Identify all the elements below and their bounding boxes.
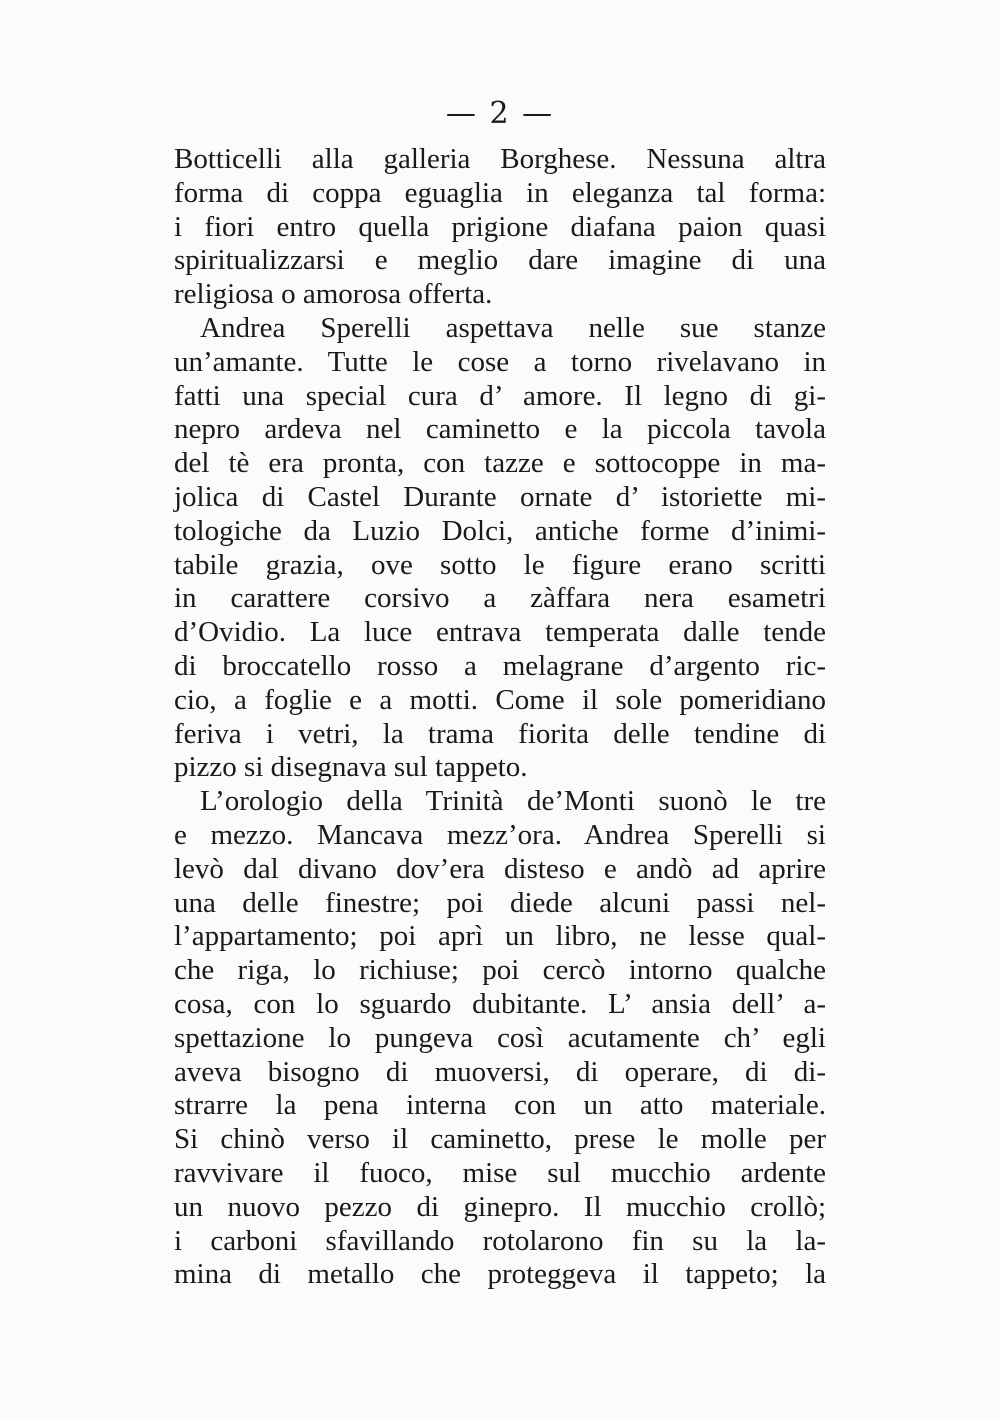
text-line: i fiori entro quella prigione diafana paion quasi: [174, 210, 826, 243]
text-line: i carboni sfavillando rotolarono fin su la la-: [174, 1224, 826, 1257]
text-line: Andrea Sperelli aspettava nelle sue stanze: [200, 311, 826, 344]
text-line: l’appartamento; poi aprì un libro, ne lesse qual-: [174, 920, 826, 953]
text-line: mina di metallo che proteggeva il tappeto; la: [174, 1258, 826, 1291]
text-line: tologiche da Luzio Dolci, antiche forme d’inimi-: [174, 514, 826, 547]
text-line: una delle finestre; poi diede alcuni passi nel-: [174, 886, 826, 919]
text-line: nepro ardeva nel caminetto e la piccola tavola: [174, 413, 826, 446]
text-line: jolica di Castel Durante ornate d’ istoriette mi-: [174, 480, 826, 513]
text-line: tabile grazia, ove sotto le figure erano scritti: [174, 548, 826, 581]
paragraph-1: [174, 143, 826, 312]
text-line: un’amante. Tutte le cose a torno rivelavano in: [174, 345, 826, 378]
body-text: [174, 143, 826, 1292]
text-line: L’orologio della Trinità de’Monti suonò le tre: [200, 785, 826, 818]
text-line: Si chinò verso il caminetto, prese le molle per: [174, 1123, 826, 1156]
text-line: spiritualizzarsi e meglio dare imagine di una: [174, 244, 826, 277]
text-line: ravvivare il fuoco, mise sul mucchio ardente: [174, 1156, 826, 1189]
text-line: aveva bisogno di muoversi, di operare, di di-: [174, 1055, 826, 1088]
page-number: — 2 —: [445, 96, 555, 131]
paragraph-2: [174, 312, 826, 785]
text-line: un nuovo pezzo di ginepro. Il mucchio crollò;: [174, 1190, 826, 1223]
text-line: fatti una special cura d’ amore. Il legno di gi-: [174, 379, 826, 412]
text-line: forma di coppa eguaglia in eleganza tal forma:: [174, 176, 826, 209]
text-line: cosa, con lo sguardo dubitante. L’ ansia dell’ a-: [174, 987, 826, 1020]
text-line: cio, a foglie e a motti. Come il sole pomeridiano: [174, 683, 826, 716]
text-line: spettazione lo pungeva così acutamente ch’ egli: [174, 1021, 826, 1054]
text-line: pizzo si disegnava sul tappeto.: [174, 751, 528, 784]
text-line: e mezzo. Mancava mezz’ora. Andrea Sperelli si: [174, 818, 826, 851]
paragraph-3: [174, 785, 826, 1292]
text-line: di broccatello rosso a melagrane d’argento ric-: [174, 649, 826, 682]
text-line: che riga, lo richiuse; poi cercò intorno qualche: [174, 954, 826, 987]
text-line: strarre la pena interna con un atto materiale.: [174, 1089, 826, 1122]
text-line: religiosa o amorosa offerta.: [174, 278, 493, 311]
text-line: feriva i vetri, la trama fiorita delle tendine di: [174, 717, 826, 750]
text-line: levò dal divano dov’era disteso e andò ad aprire: [174, 852, 826, 885]
text-line: in carattere corsivo a zàffara nera esametri: [174, 582, 826, 615]
text-line: Botticelli alla galleria Borghese. Nessuna altra: [174, 143, 826, 175]
text-line: d’Ovidio. La luce entrava temperata dalle tende: [174, 616, 826, 649]
text-line: del tè era pronta, con tazze e sottocoppe in ma-: [174, 447, 826, 480]
